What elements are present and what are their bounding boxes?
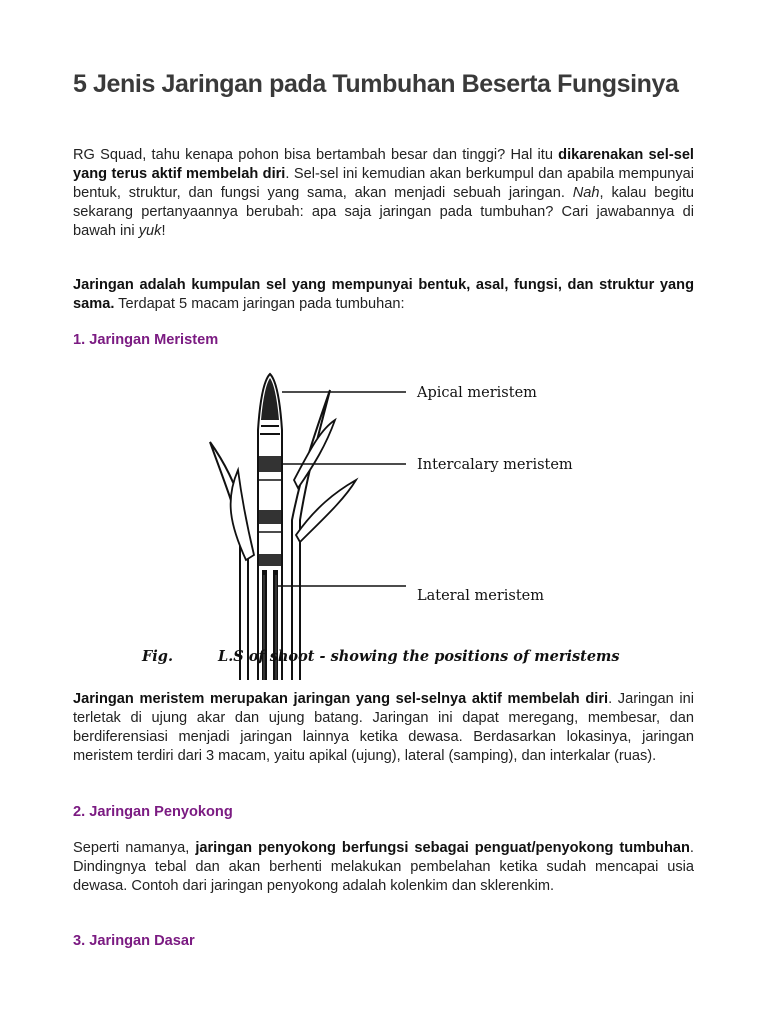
- text-run: RG Squad, tahu kenapa pohon bisa bertambah besar dan tinggi? Hal itu: [73, 147, 559, 163]
- bold-run: Jaringan meristem merupakan jaringan yang sel-selnya aktif membelah diri: [73, 691, 609, 707]
- intro-paragraph: [73, 146, 694, 241]
- text-run: . Dindingnya tebal dan akan berhenti melakukan pembelahan ketika sudah mencapai usia dewasa. Contoh dari jaringan penyokong adalah kolenkim dan sklerenkim.: [73, 840, 694, 894]
- text-run: . Jaringan ini terletak di ujung akar dan ujung batang. Jaringan ini dapat meregang, membesar, dan berdiferensiasi menjadi jaringan lainnya ketika dewasa. Berdasarkan lokasinya, jaringan meristem terdiri dari 3 macam, yaitu apikal (ujung), lateral (samping), dan interkalar (ruas).: [73, 691, 695, 764]
- section-heading-dasar: 3. Jaringan Dasar: [73, 933, 195, 949]
- figure-caption-text: L.S of shoot - showing the positions of meristems: [218, 648, 620, 665]
- definition-paragraph: [73, 276, 694, 314]
- figure-caption-label: Fig.: [142, 648, 173, 665]
- text-run: Seperti namanya,: [73, 840, 196, 856]
- italic-run: Nah: [572, 185, 600, 201]
- italic-run: yuk: [138, 223, 162, 239]
- meristem-paragraph: [73, 690, 694, 766]
- intercalary-meristem-label: Intercalary meristem: [417, 457, 573, 473]
- text-run: , kalau begitu sekarang pertanyaannya berubah: apa saja jaringan pada tumbuhan? Cari jawabannya di bawah ini: [73, 185, 694, 239]
- lateral-meristem-label: Lateral meristem: [417, 588, 545, 604]
- bold-run: jaringan penyokong berfungsi sebagai penguat/penyokong tumbuhan: [195, 840, 690, 856]
- section-heading-meristem: 1. Jaringan Meristem: [73, 332, 219, 348]
- text-run: . Sel-sel ini kemudian akan berkumpul dan apabila mempunyai bentuk, struktur, dan fungsi yang sama, akan menjadi sebuah jaringan.: [73, 166, 694, 201]
- bold-run: dikarenakan sel-sel yang terus aktif membelah diri: [73, 147, 694, 182]
- text-run: !: [161, 223, 166, 239]
- section-heading-penyokong: 2. Jaringan Penyokong: [73, 804, 233, 820]
- page-title: 5 Jenis Jaringan pada Tumbuhan Beserta Fungsinya: [73, 70, 679, 98]
- apical-meristem-label: Apical meristem: [417, 385, 537, 401]
- text-run: Terdapat 5 macam jaringan pada tumbuhan:: [114, 296, 405, 312]
- penyokong-paragraph: [73, 839, 694, 896]
- bold-run: Jaringan adalah kumpulan sel yang mempunyai bentuk, asal, fungsi, dan struktur yang sama.: [73, 277, 694, 312]
- meristem-figure: [130, 360, 650, 680]
